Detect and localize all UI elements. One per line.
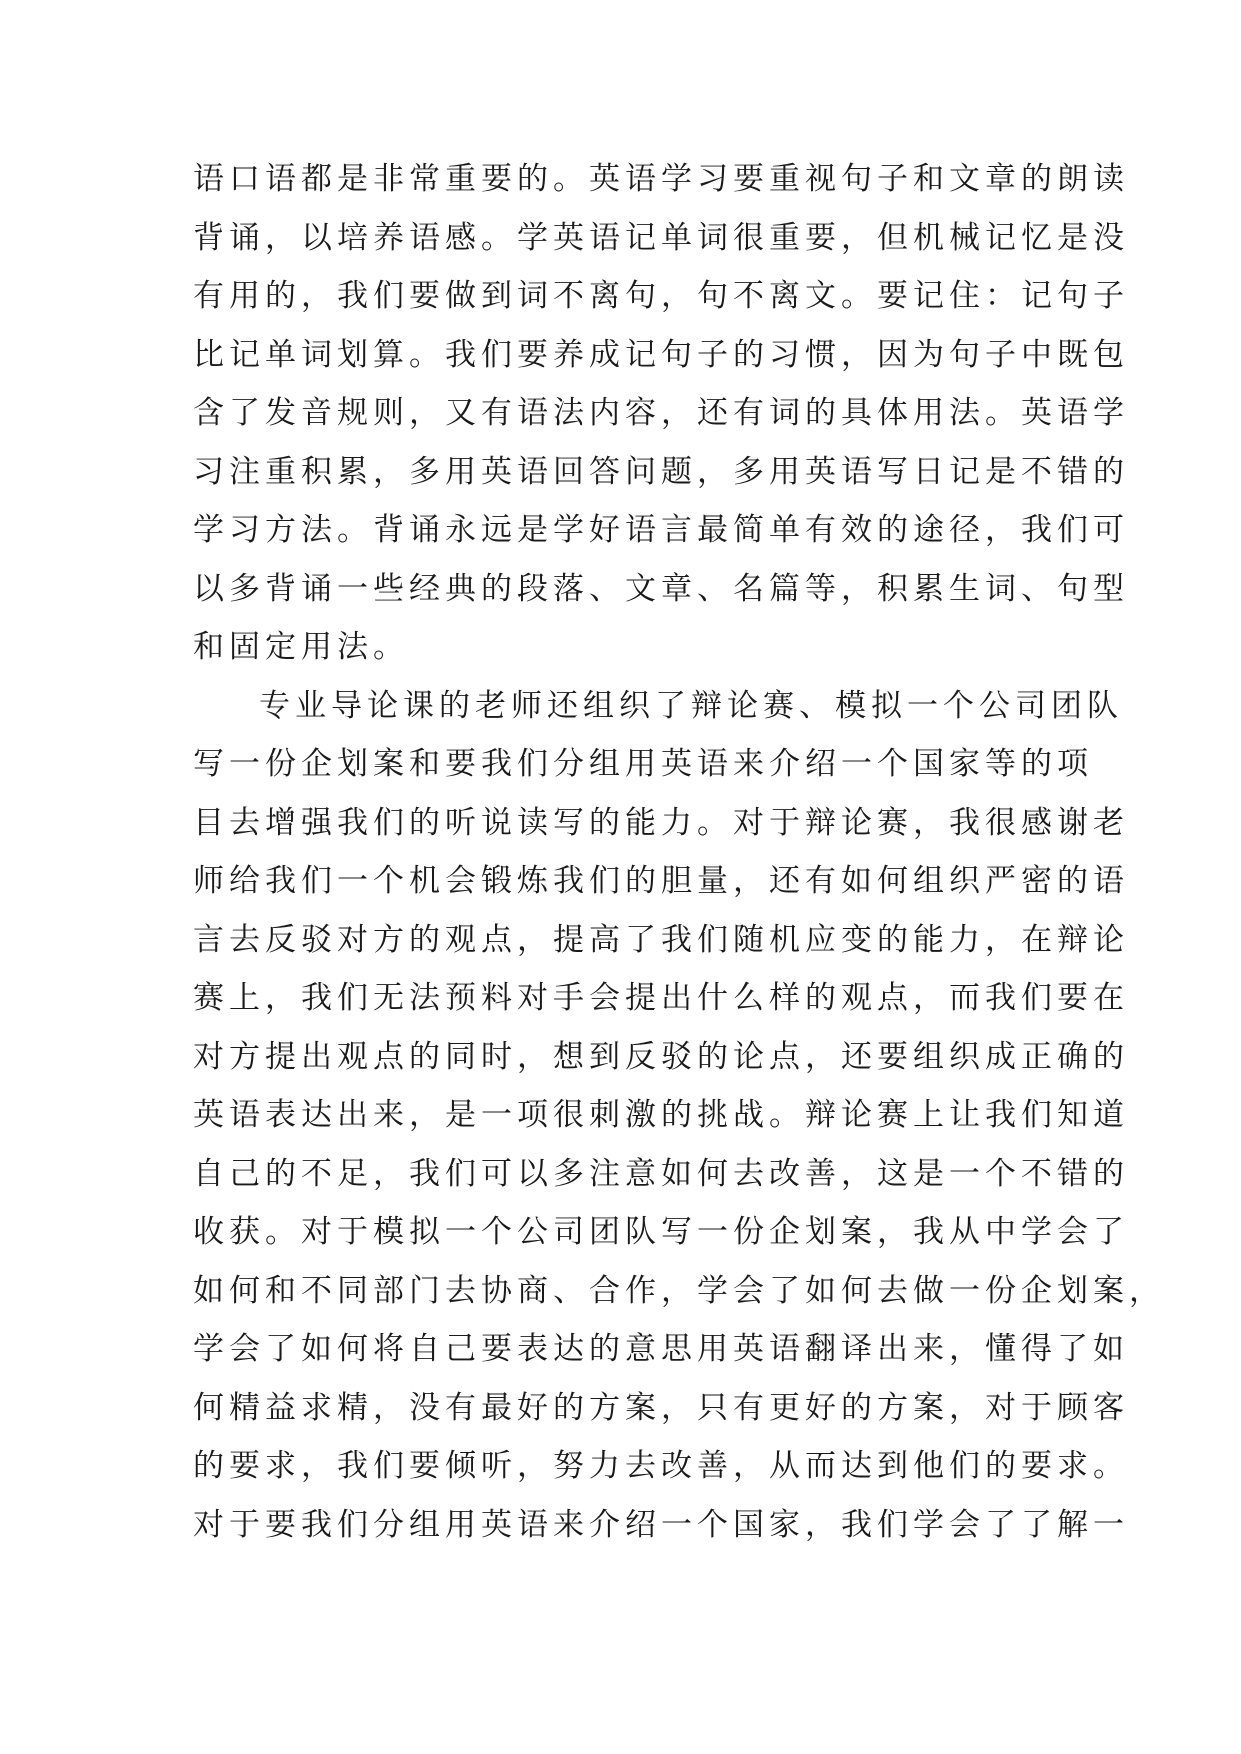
text-line: 含了发音规则，又有语法内容，还有词的具体用法。英语学 [193,395,1129,431]
text-line: 师给我们一个机会锻炼我们的胆量，还有如何组织严密的语 [193,863,1129,899]
text-line: 学会了如何将自己要表达的意思用英语翻译出来，懂得了如 [193,1331,1129,1367]
text-line: 目去增强我们的听说读写的能力。对于辩论赛，我很感谢老 [193,804,1129,841]
text-line: 以多背诵一些经典的段落、文章、名篇等，积累生词、句型 [193,570,1129,607]
body-text [193,150,1165,1554]
text-line: 语口语都是非常重要的。英语学习要重视句子和文章的朗读 [193,161,1129,197]
text-line: 自己的不足，我们可以多注意如何去改善，这是一个不错的 [193,1155,1129,1192]
text-line: 写一份企划案和要我们分组用英语来介绍一个国家等的项 [193,746,1093,782]
text-line: 对于要我们分组用英语来介绍一个国家，我们学会了了解一 [193,1506,1129,1543]
text-line: 对方提出观点的同时，想到反驳的论点，还要组织成正确的 [193,1038,1129,1075]
text-line: 和固定用法。 [193,629,409,665]
text-line: 何精益求精，没有最好的方案，只有更好的方案，对于顾客 [193,1389,1129,1426]
text-line: 有用的，我们要做到词不离句，句不离文。要记住：记句子 [193,278,1129,314]
paragraph-first-line: 专业导论课的老师还组织了辩论赛、模拟一个公司团队 [259,687,1123,724]
text-line: 比记单词划算。我们要养成记句子的习惯，因为句子中既包 [193,336,1129,373]
text-line: 英语表达出来，是一项很刺激的挑战。辩论赛上让我们知道 [193,1097,1129,1133]
text-line: 的要求，我们要倾听，努力去改善，从而达到他们的要求。 [193,1448,1129,1484]
text-line: 背诵，以培养语感。学英语记单词很重要，但机械记忆是没 [193,219,1129,256]
text-line: 如何和不同部门去协商、合作，学会了如何去做一份企划案， [193,1272,1165,1309]
text-line: 学习方法。背诵永远是学好语言最简单有效的途径，我们可 [193,512,1129,548]
text-line: 赛上，我们无法预料对手会提出什么样的观点，而我们要在 [193,980,1129,1016]
text-line: 收获。对于模拟一个公司团队写一份企划案，我从中学会了 [193,1214,1129,1250]
text-line: 言去反驳对方的观点，提高了我们随机应变的能力，在辩论 [193,921,1129,958]
text-line: 习注重积累，多用英语回答问题，多用英语写日记是不错的 [193,453,1129,490]
